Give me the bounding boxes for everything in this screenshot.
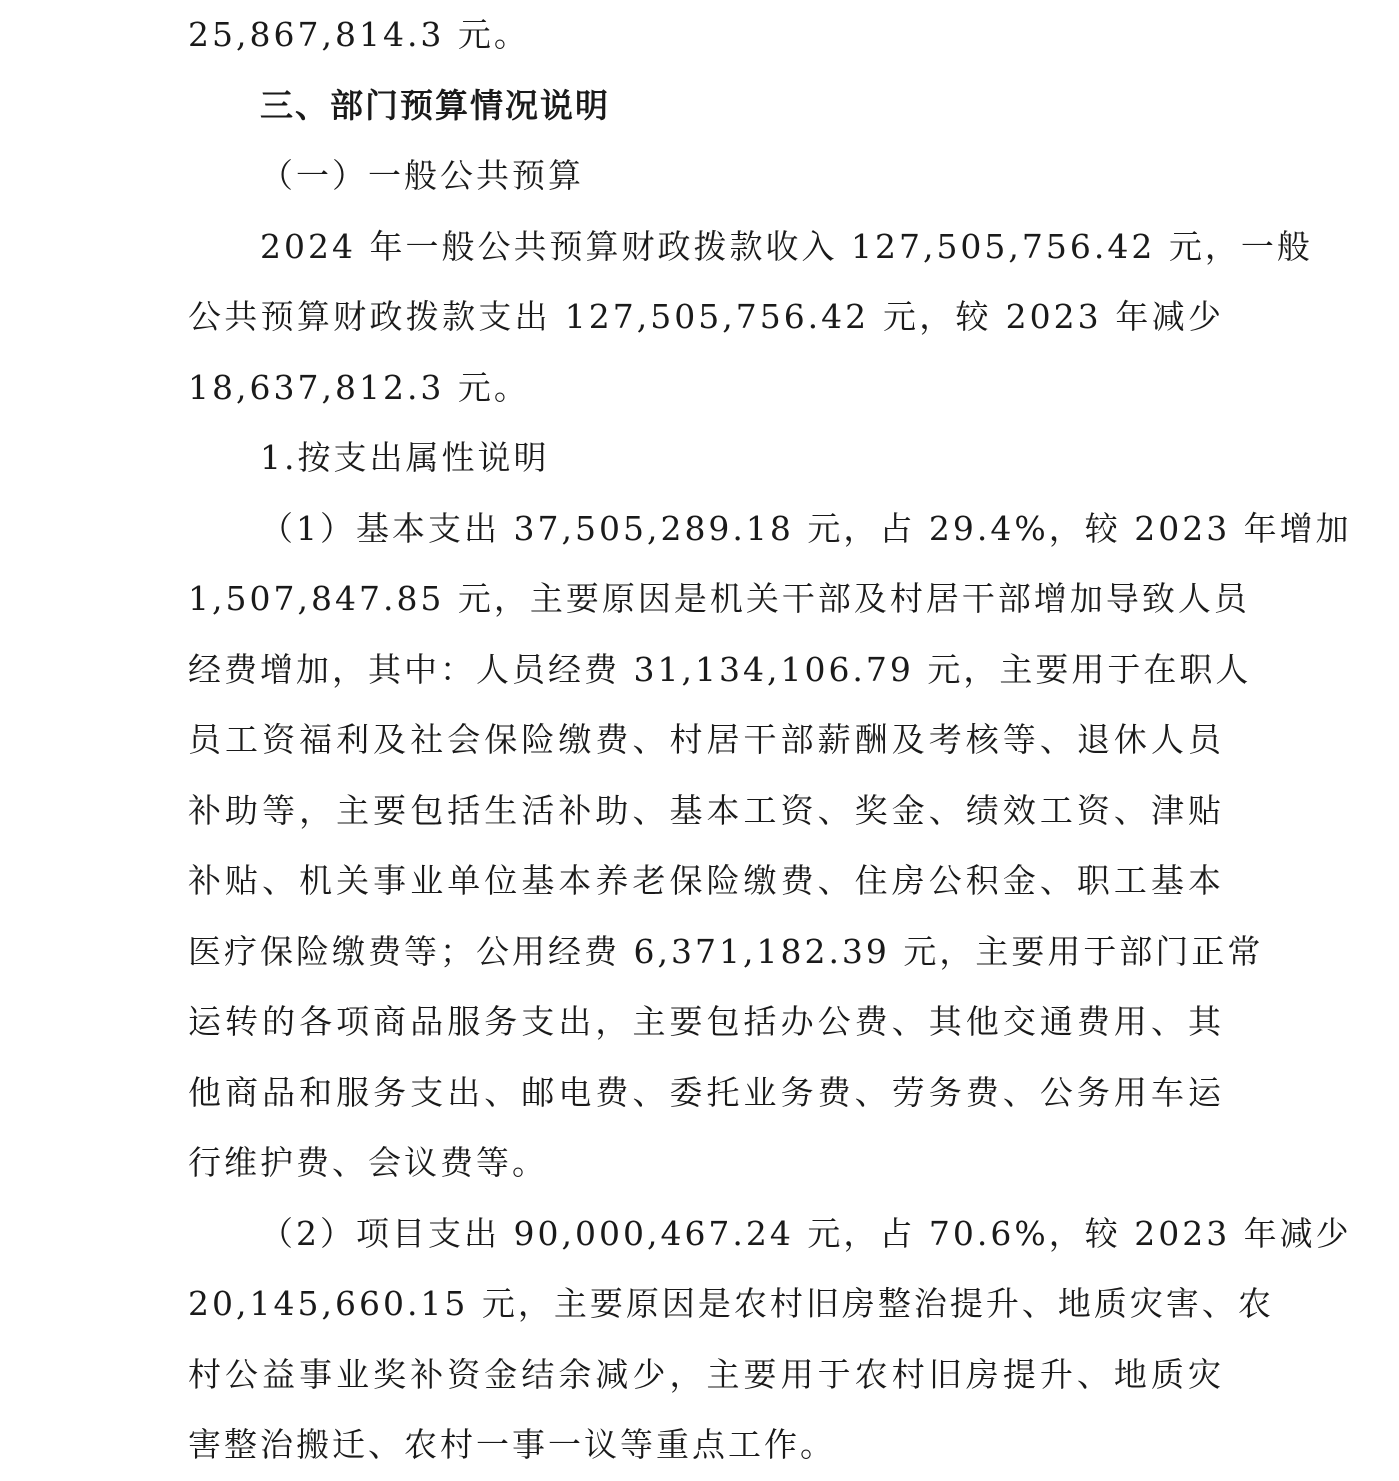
section-title: 三、部门预算情况说明 [260,85,610,125]
text-line: 补贴、机关事业单位基本养老保险缴费、住房公积金、职工基本 [188,861,1224,900]
text-line: 员工资福利及社会保险缴费、村居干部薪酬及考核等、退休人员 [188,720,1224,759]
subsection-title: （一）一般公共预算 [260,156,584,195]
text-line: 公共预算财政拨款支出 127,505,756.42 元，较 2023 年减少 [188,297,1224,336]
text-line: 医疗保险缴费等；公用经费 6,371,182.39 元，主要用于部门正常 [188,931,1264,971]
paragraph-basic-expenditure [188,494,1352,1199]
text-line: 村公益事业奖补资金结余减少，主要用于农村旧房提升、地质灾 [188,1354,1224,1394]
text-line: 1,507,847.85 元，主要原因是机关干部及村居干部增加导致人员 [188,579,1250,618]
text-line: （2）项目支出 90,000,467.24 元，占 70.6%，较 2023 年减少 [260,1213,1352,1253]
text-line: 害整治搬迁、农村一事一议等重点工作。 [188,1425,836,1464]
text-line: 20,145,660.15 元，主要原因是农村旧房整治提升、地质灾害、农 [188,1284,1274,1323]
paragraph-general-budget [188,212,1313,424]
intro-tail-line: 25,867,814.3 元。 [188,15,530,54]
text-line: 18,637,812.3 元。 [188,367,530,407]
text-line: （1）基本支出 37,505,289.18 元，占 29.4%，较 2023 年增加 [260,508,1352,548]
text-line: 补助等，主要包括生活补助、基本工资、奖金、绩效工资、津贴 [188,790,1224,830]
paragraph-project-expenditure [188,1199,1352,1481]
item1-title: 1.按支出属性说明 [260,438,550,477]
document-page [188,0,1352,1481]
text-line: 经费增加，其中：人员经费 31,134,106.79 元，主要用于在职人 [188,649,1252,689]
text-line: 行维护费、会议费等。 [188,1143,548,1182]
text-line: 2024 年一般公共预算财政拨款收入 127,505,756.42 元，一般 [260,226,1313,266]
text-line: 运转的各项商品服务支出，主要包括办公费、其他交通费用、其 [188,1002,1224,1041]
text-line: 他商品和服务支出、邮电费、委托业务费、劳务费、公务用车运 [188,1072,1224,1112]
